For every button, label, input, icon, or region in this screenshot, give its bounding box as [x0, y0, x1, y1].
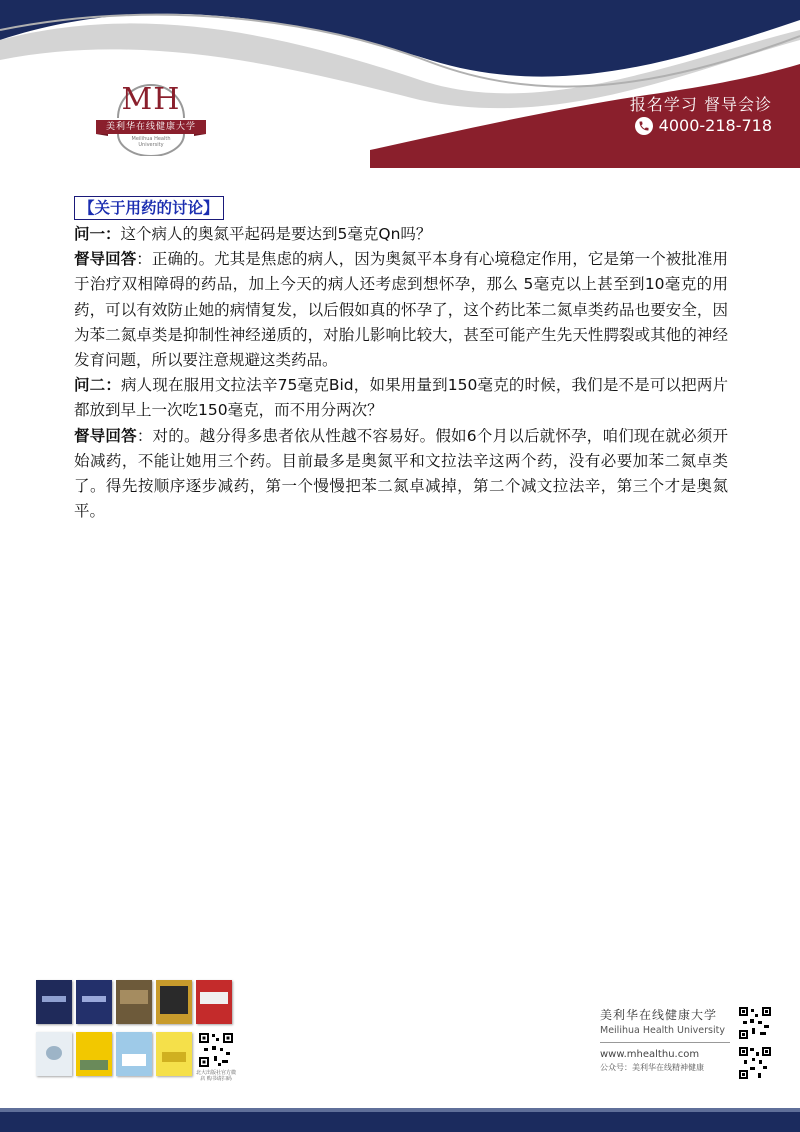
- book-cover[interactable]: [156, 1032, 192, 1076]
- question-2: [74, 373, 728, 423]
- section-title: 【关于用药的讨论】: [74, 196, 224, 220]
- footer-divider: [600, 1042, 730, 1043]
- answer-1-label: 督导回答: [74, 250, 137, 269]
- logo-banner-text: 美利华在线健康大学: [96, 120, 206, 134]
- question-2-label: 问二：: [74, 376, 121, 395]
- book-cover[interactable]: [116, 1032, 152, 1076]
- answer-2-text: ：对的。越分得多患者依从性越不容易好。假如6个月以后就怀孕，咱们现在就必须开始减药，不能让她用三个药。目前最多是奥氮平和文拉法辛这两个药，没有必要加苯二氮卓类了。得先按顺序逐步减药，第一个慢慢把苯二氮卓减掉，第二个减文拉法辛，第三个才是奥氮平。: [74, 426, 728, 521]
- header-slogan: 报名学习 督导会诊: [629, 95, 772, 114]
- footer-color-bar: [0, 1108, 800, 1132]
- footer-brand-block: [600, 1006, 730, 1073]
- answer-1-text: ：正确的。尤其是焦虑的病人，因为奥氮平本身有心境稳定作用，它是第一个被批准用于治疗双相障碍的药品，加上今天的病人还考虑到想怀孕，那么 5毫克以上甚至到10毫克的用药，可以有效防止她的病情复发，以后假如真的怀孕了，这个药比苯二氮卓类药品也要安全，因为苯二氮卓类是抑制性神经递质的，对胎儿影响比较大，甚至可能产生先天性腭裂或其他的神经发育问题，所以要注意规避这类药品。: [74, 250, 728, 370]
- book-cover[interactable]: [196, 980, 232, 1024]
- answer-2: [74, 424, 728, 525]
- footer-website-link[interactable]: www.mhealthu.com: [600, 1049, 700, 1060]
- answer-1: [74, 247, 728, 373]
- footer-qr-code-bottom[interactable]: [738, 1046, 772, 1080]
- phone-number: 4000-218-718: [658, 116, 772, 135]
- question-2-text: 病人现在服用文拉法辛75毫克Bid，如果用量到150毫克的时候，我们是不是可以把两片都放到早上一次吃150毫克，而不用分两次？: [74, 376, 728, 420]
- phone-icon: [635, 117, 653, 135]
- mh-logo: [96, 78, 206, 156]
- article-body: [74, 196, 728, 524]
- book-cover[interactable]: [36, 1032, 72, 1076]
- book-cover[interactable]: [36, 980, 72, 1024]
- header-phone[interactable]: [635, 116, 772, 135]
- book-cover[interactable]: [76, 980, 112, 1024]
- logo-subtitle: Meilihua Health University: [131, 136, 171, 148]
- question-1-text: 这个病人的奥氮平起码是要达到5毫克Qn吗？: [120, 225, 432, 243]
- question-1-label: 问一：: [74, 225, 121, 243]
- footer-wechat-account: 公众号：美利华在线精神健康: [600, 1063, 704, 1072]
- footer-brand-english: Meilihua Health University: [600, 1025, 725, 1036]
- book-covers-group: [36, 980, 237, 1082]
- logo-mark: MH: [121, 82, 181, 117]
- answer-2-label: 督导回答: [74, 426, 137, 445]
- book-cover[interactable]: [76, 1032, 112, 1076]
- footer-brand-name: 美利华在线健康大学: [600, 1008, 718, 1022]
- bookstore-qr-caption: 北大出版社官方微店 购书请扫码: [196, 1070, 237, 1082]
- book-cover[interactable]: [116, 980, 152, 1024]
- bookstore-qr-code[interactable]: [198, 1032, 234, 1068]
- footer-qr-code-top[interactable]: [738, 1006, 772, 1040]
- question-1: [74, 222, 728, 247]
- book-cover[interactable]: [156, 980, 192, 1024]
